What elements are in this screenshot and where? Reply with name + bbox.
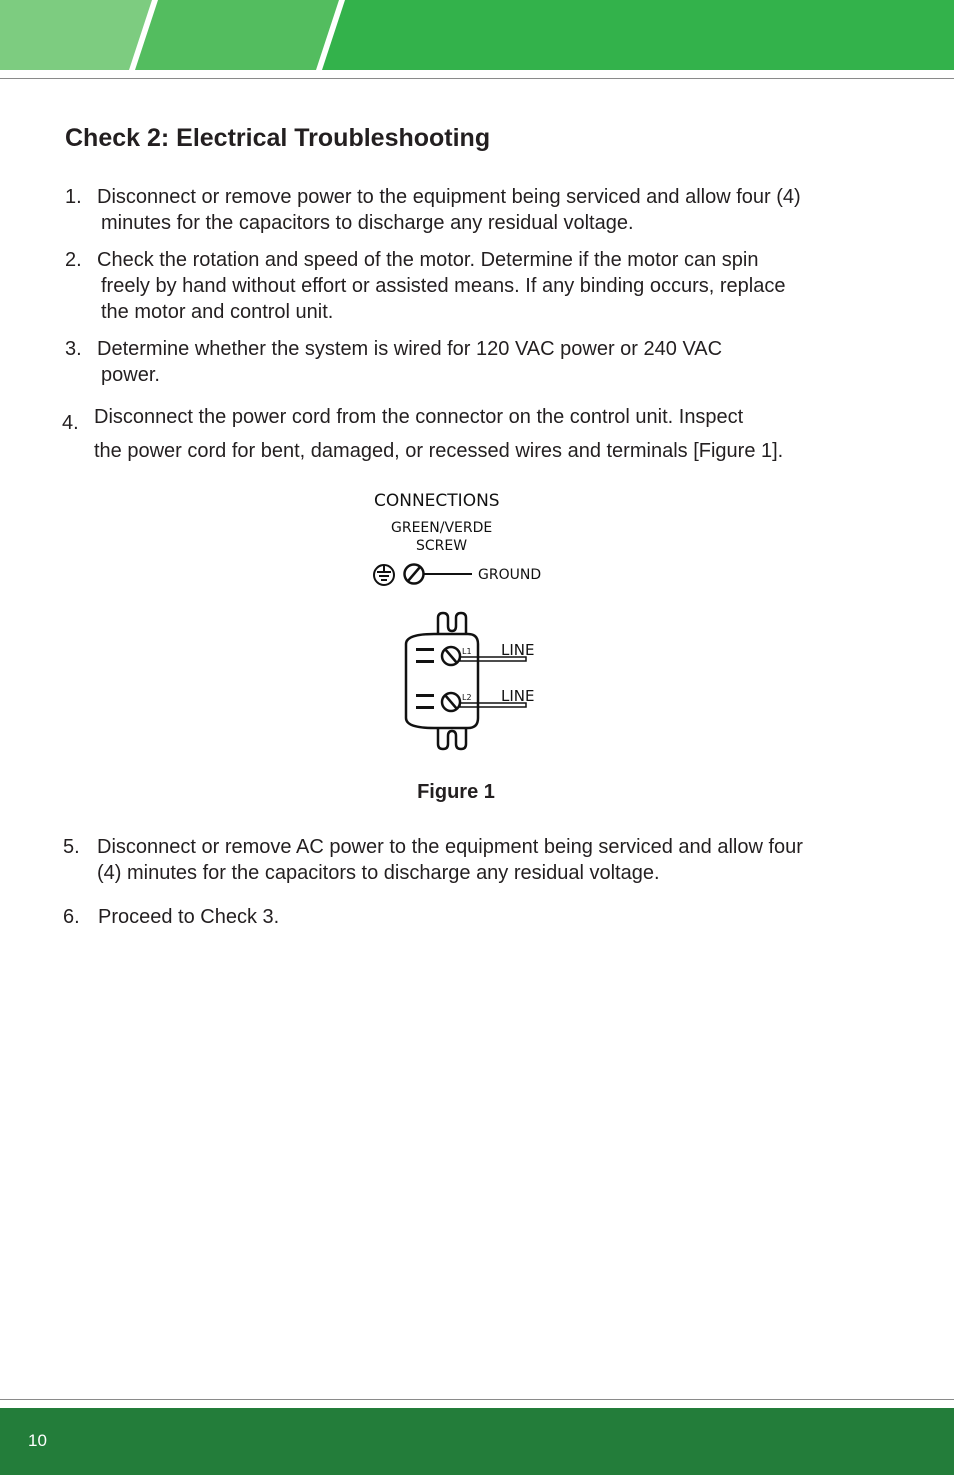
- figure-caption: [0, 781, 954, 804]
- step-text-line: freely by hand without effort or assisted means. If any binding occurs, replace: [101, 275, 786, 297]
- header-band: [0, 0, 954, 80]
- connections-figure: [368, 486, 558, 756]
- step-text-line: Check the rotation and speed of the motor. Determine if the motor can spin: [97, 249, 759, 271]
- step-5: [63, 834, 803, 886]
- step-4: [62, 404, 783, 464]
- step-6: [63, 904, 279, 930]
- step-text-line: Disconnect the power cord from the connector on the control unit. Inspect: [94, 406, 744, 428]
- page-title: Check 2: Electrical Troubleshooting: [65, 124, 491, 152]
- step-text-line: Disconnect or remove AC power to the equipment being serviced and allow four: [97, 836, 803, 858]
- step-number: 6.: [63, 906, 80, 928]
- step-number: 1.: [65, 186, 82, 208]
- page-number: 10: [28, 1431, 47, 1450]
- step-number: 3.: [65, 338, 82, 360]
- screw-label-1: GREEN/VERDE: [391, 520, 493, 536]
- step-text-line: Determine whether the system is wired for 120 VAC power or 240 VAC: [97, 338, 723, 360]
- line-1-label: LINE: [501, 641, 535, 659]
- terminal-2-label: L2: [462, 693, 472, 702]
- step-text-line: minutes for the capacitors to discharge any residual voltage.: [101, 212, 634, 234]
- step-text-line: Disconnect or remove power to the equipment being serviced and allow four (4): [97, 186, 801, 208]
- ground-label: GROUND: [478, 567, 542, 583]
- step-text-line: (4) minutes for the capacitors to discharge any residual voltage.: [97, 862, 660, 884]
- step-3: [65, 336, 722, 388]
- footer-rule: [0, 1399, 954, 1400]
- step-text-line: the motor and control unit.: [101, 301, 334, 323]
- header-segment-mid: [135, 0, 339, 70]
- line-2-label: LINE: [501, 687, 535, 705]
- step-text-line: the power cord for bent, damaged, or recessed wires and terminals [Figure 1].: [94, 440, 784, 462]
- step-text-line: power.: [101, 364, 160, 386]
- connections-label: CONNECTIONS: [374, 491, 500, 511]
- terminal-1-label: L1: [462, 647, 472, 656]
- footer-band: [0, 1408, 954, 1475]
- step-text-line: Proceed to Check 3.: [98, 906, 280, 928]
- header-segment-light: [0, 0, 152, 70]
- step-number: 2.: [65, 249, 82, 271]
- screw-icon: [405, 565, 424, 584]
- step-2: [65, 247, 785, 325]
- step-1: [65, 184, 801, 236]
- header-segment-dark: [322, 0, 954, 70]
- step-number: 4.: [62, 412, 79, 434]
- screw-label-2: SCREW: [416, 538, 468, 554]
- connector-block: [406, 613, 478, 749]
- step-number: 5.: [63, 836, 80, 858]
- header-rule: [0, 78, 954, 79]
- ground-symbol-icon: [374, 565, 394, 585]
- figure-caption-text: Figure 1: [417, 781, 495, 803]
